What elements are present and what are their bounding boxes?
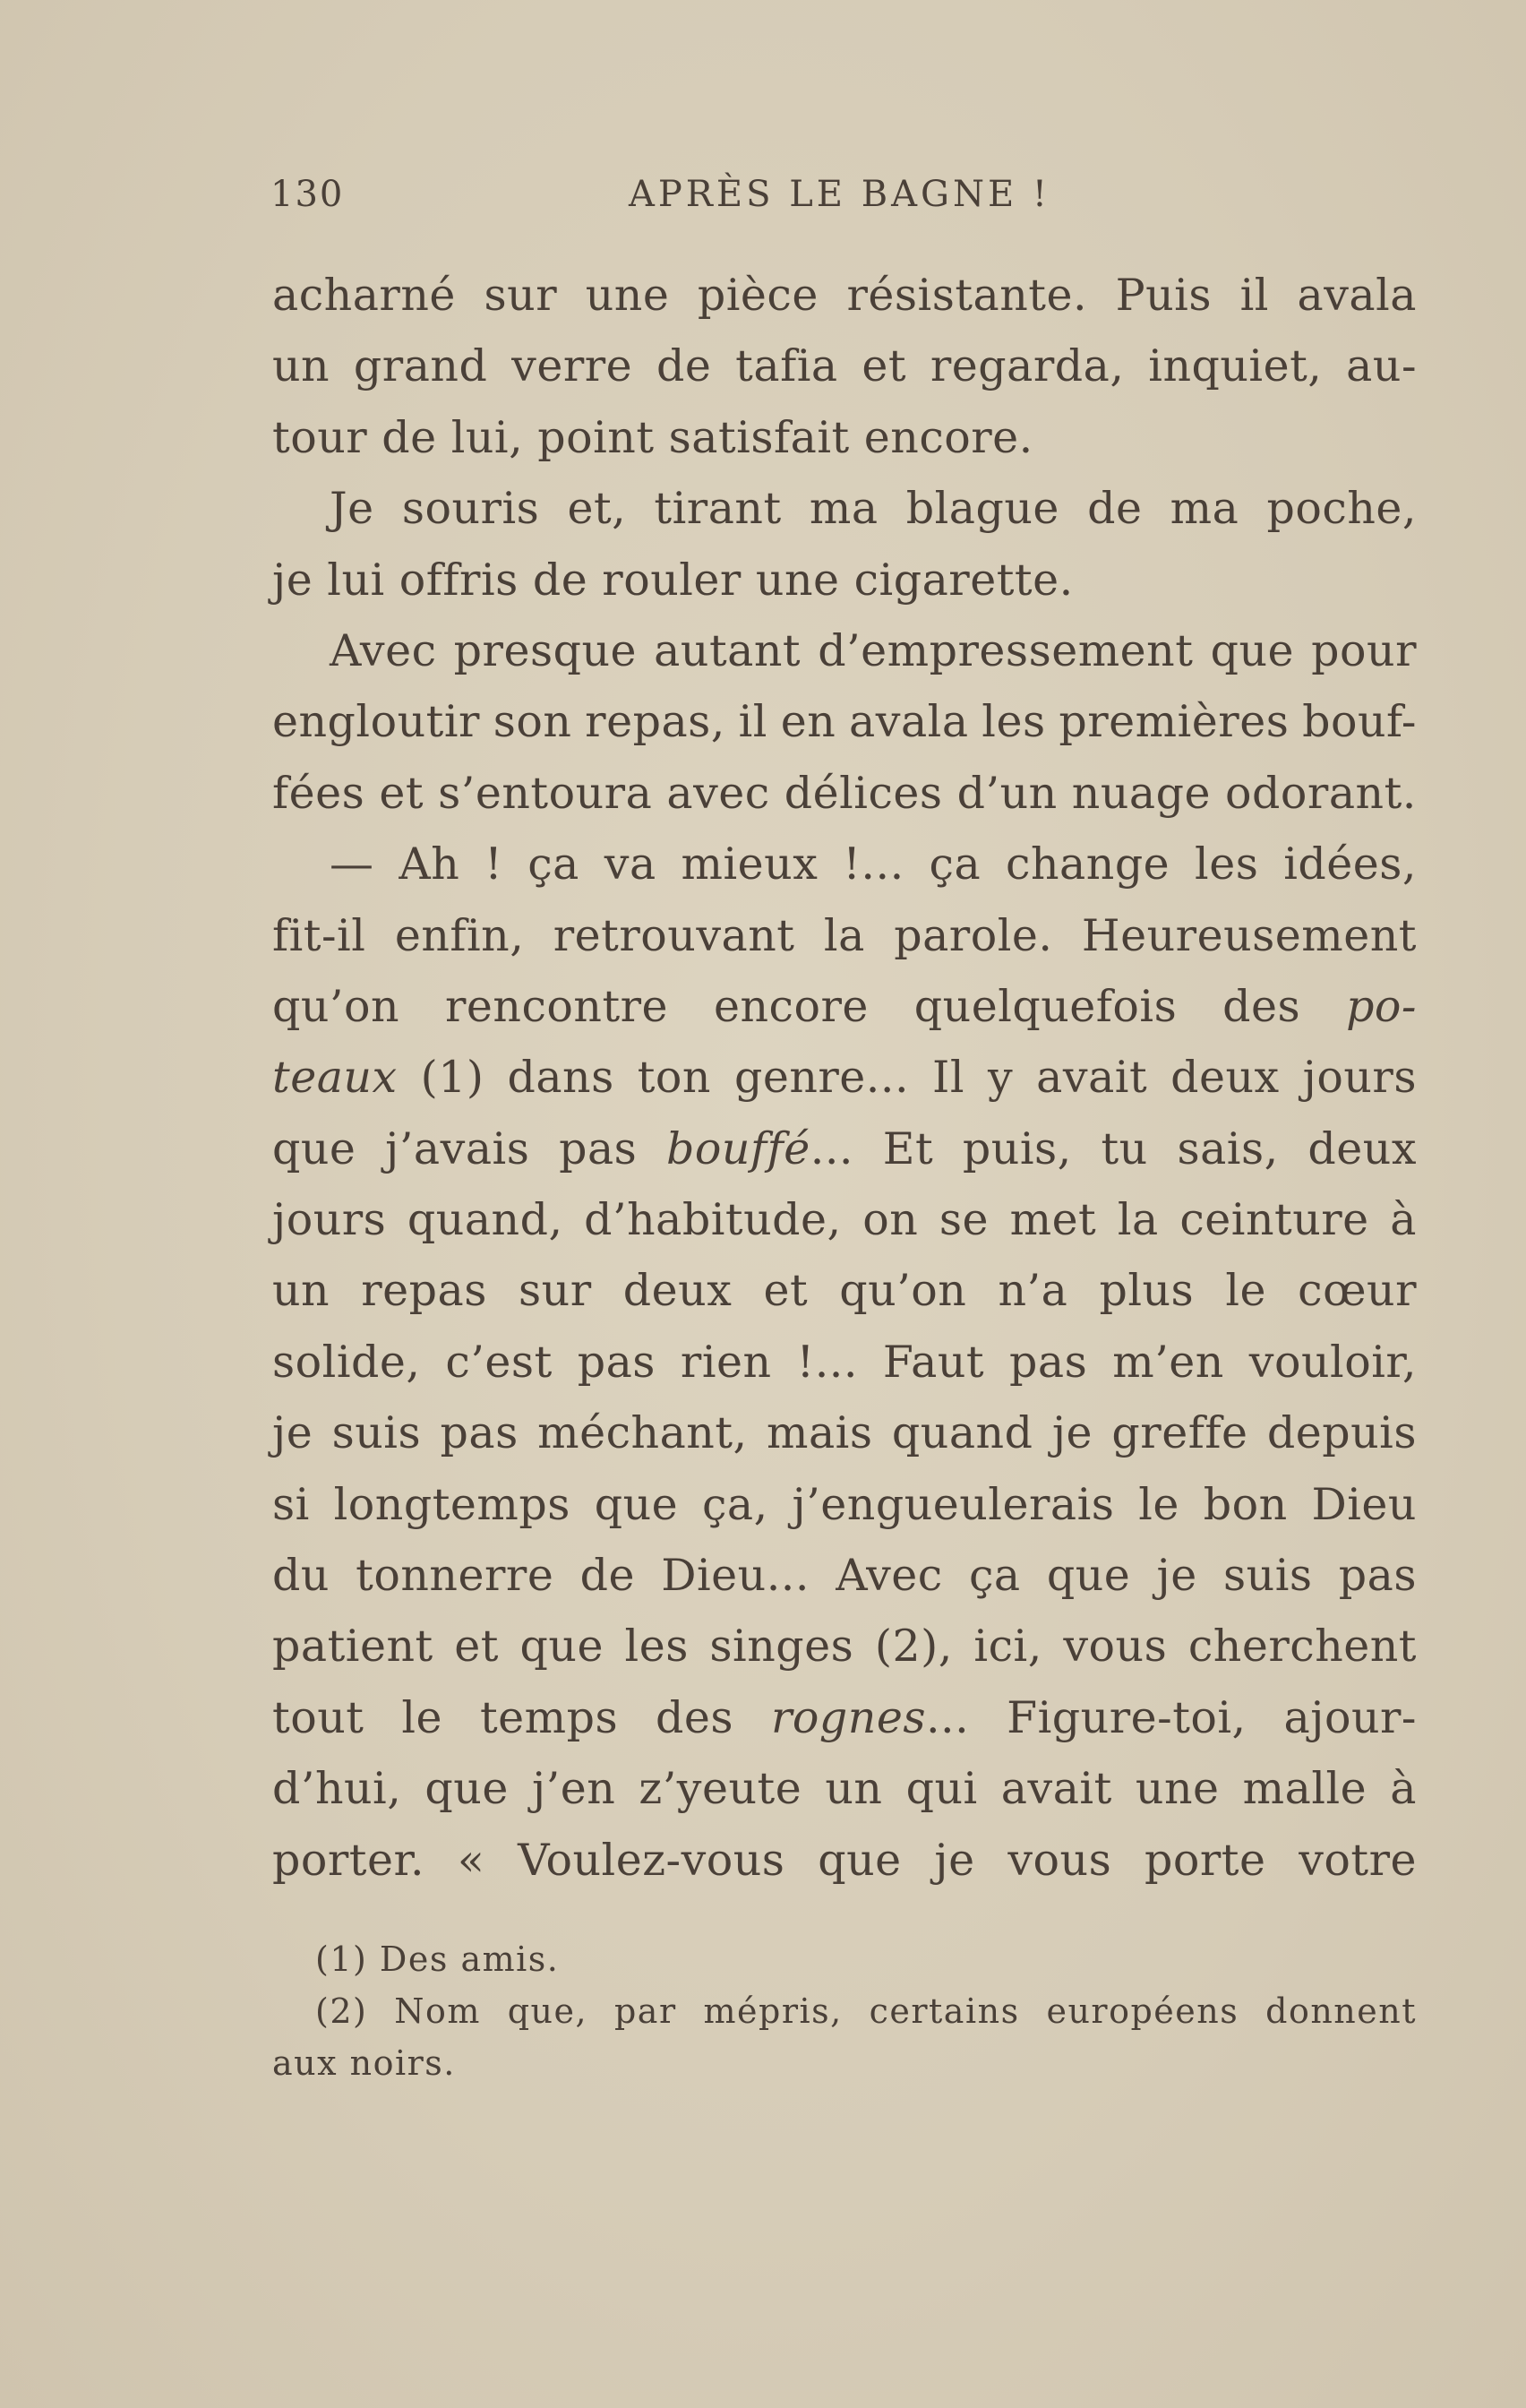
text-line: un grand verre de tafia et regarda, inquiet, au-	[272, 340, 1417, 392]
italic-word: bouffé	[666, 1122, 810, 1174]
text-line: teaux (1) dans ton genre... Il y avait deux jours	[272, 1052, 1417, 1104]
text-line: un repas sur deux et qu’on n’a plus le cœur	[272, 1265, 1417, 1317]
text-line: — Ah ! ça va mieux !... ça change les idées,	[330, 838, 1417, 890]
text-line: patient et que les singes (2), ici, vous cherchent	[272, 1621, 1417, 1673]
text-line: je lui offris de rouler une cigarette.	[272, 554, 1074, 606]
footnote-line: (2) Nom que, par mépris, certains européens donnent	[315, 1991, 1417, 2031]
text-line: jours quand, d’habitude, on se met la ceinture à	[272, 1194, 1417, 1246]
text-line: je suis pas méchant, mais quand je greffe depuis	[272, 1407, 1417, 1459]
text-line: du tonnerre de Dieu... Avec ça que je suis pas	[272, 1550, 1417, 1602]
body-text	[272, 260, 1417, 1896]
text-line: Je souris et, tirant ma blague de ma poche,	[330, 483, 1417, 535]
text-line: Avec presque autant d’empressement que pour	[330, 624, 1417, 676]
text-line: que j’avais pas bouffé... Et puis, tu sais, deux	[272, 1122, 1417, 1174]
text-line: tout le temps des rognes... Figure-toi, ajour-	[272, 1691, 1417, 1743]
text-line: engloutir son repas, il en avala les premières bouf-	[272, 696, 1417, 748]
running-title: APRÈS LE BAGNE !	[629, 174, 1050, 215]
text-line: acharné sur une pièce résistante. Puis il avala	[272, 270, 1417, 321]
italic-word: po-	[1346, 980, 1417, 1032]
page-header	[270, 174, 1417, 228]
footnotes	[272, 1933, 1417, 2089]
page-number: 130	[270, 174, 345, 215]
text-line: d’hui, que j’en z’yeute un qui avait une malle à	[272, 1763, 1417, 1815]
text-line: solide, c’est pas rien !... Faut pas m’en vouloir,	[272, 1336, 1417, 1388]
text-line: tour de lui, point satisfait encore.	[272, 411, 1033, 463]
italic-word: rognes	[770, 1691, 926, 1743]
text-line: fées et s’entoura avec délices d’un nuage odorant.	[272, 767, 1417, 819]
italic-word: teaux	[272, 1052, 398, 1104]
text-line: porter. « Voulez-vous que je vous porte votre	[272, 1834, 1417, 1886]
footnote-line: aux noirs.	[272, 2043, 456, 2083]
text-line: fit-il enfin, retrouvant la parole. Heureusement	[272, 909, 1417, 961]
text-line: qu’on rencontre encore quelquefois des po-	[272, 980, 1417, 1032]
text-line: si longtemps que ça, j’engueulerais le bon Dieu	[272, 1478, 1417, 1530]
footnote-line: (1) Des amis.	[315, 1939, 560, 1979]
